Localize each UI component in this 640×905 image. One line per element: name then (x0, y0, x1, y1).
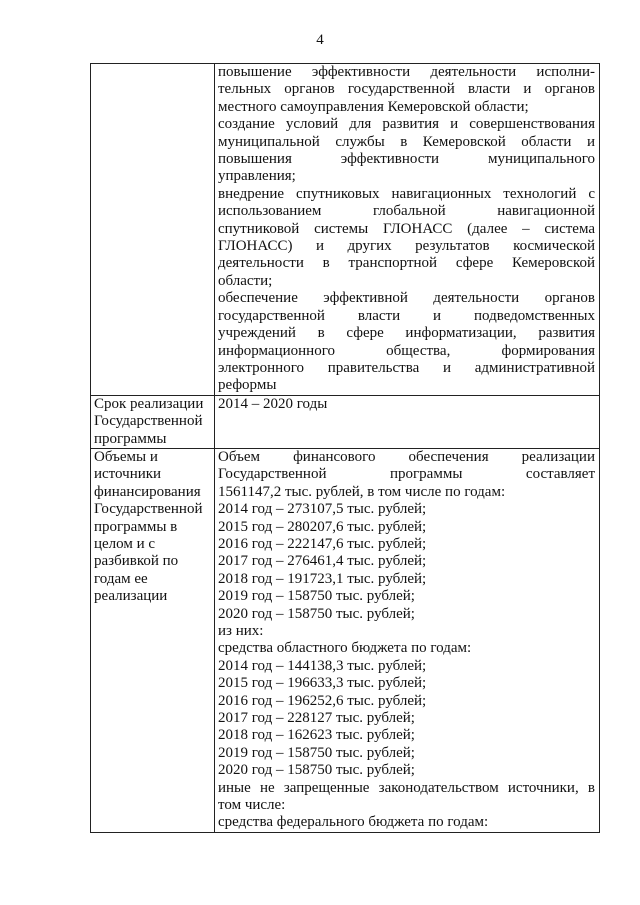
goals-line: обеспечение эффективной деятельности органов (218, 290, 595, 307)
goals-line: создание условий для развития и совершенствования (218, 116, 595, 133)
financing-line: 2015 год – 196633,3 тыс. рублей; (218, 675, 427, 692)
financing-line: средства федерального бюджета по годам: (218, 814, 489, 831)
financing-label-line: годам ее (94, 570, 148, 587)
financing-line: 2020 год – 158750 тыс. рублей; (218, 605, 415, 622)
goals-line: электронного правительства и административной (218, 359, 595, 376)
financing-line: 2014 год – 144138,3 тыс. рублей; (218, 657, 427, 674)
term-label-line: Государственной (94, 413, 203, 430)
financing-label-line: Государственной (94, 501, 203, 518)
goals-line: информационного общества, формирования (218, 342, 595, 359)
financing-line: Государственной программы составляет (218, 466, 595, 483)
financing-line: 2016 год – 222147,6 тыс. рублей; (218, 535, 427, 552)
term-label-cell (91, 395, 215, 448)
financing-label-line: финансирования (94, 483, 201, 500)
term-label-line: Срок реализации (94, 395, 204, 412)
financing-line: 2016 год – 196252,6 тыс. рублей; (218, 692, 427, 709)
financing-line: 2018 год – 162623 тыс. рублей; (218, 727, 415, 744)
financing-label-line: разбивкой по (94, 553, 179, 570)
financing-line: 2019 год – 158750 тыс. рублей; (218, 588, 415, 605)
goals-line: муниципальной службы в Кемеровской области и (218, 133, 595, 150)
financing-line: Объем финансового обеспечения реализации (218, 448, 595, 465)
table-row-financing (91, 448, 600, 832)
goals-line: учреждений в сфере информатизации, развития (218, 325, 595, 342)
goals-text-cell (215, 64, 600, 396)
goals-line: спутниковой системы ГЛОНАСС (далее – система (218, 220, 595, 237)
financing-line: том числе: (218, 797, 286, 814)
goals-line: повышение эффективности деятельности исполни- (218, 64, 595, 80)
goals-label-cell (91, 64, 215, 396)
goals-line: области; (218, 272, 273, 289)
goals-line: деятельности в транспортной сфере Кемеровской (218, 255, 595, 272)
financing-line: 2014 год – 273107,5 тыс. рублей; (218, 501, 427, 518)
financing-label-line: Объемы и (94, 448, 158, 465)
page-number: 4 (316, 32, 324, 48)
table-row-term (91, 395, 600, 448)
financing-line: 1561147,2 тыс. рублей, в том числе по годам: (218, 483, 506, 500)
financing-text-cell (215, 448, 600, 832)
financing-label-cell (91, 448, 215, 832)
goals-line: управления; (218, 168, 296, 185)
goals-line: повышения эффективности муниципального (218, 151, 595, 168)
financing-label-line: программы в (94, 518, 178, 535)
goals-line: тельных органов государственной власти и органов (218, 81, 595, 98)
financing-line: 2017 год – 276461,4 тыс. рублей; (218, 553, 427, 570)
financing-line: из них: (218, 623, 264, 639)
financing-line: средства областного бюджета по годам: (218, 640, 472, 657)
goals-line: государственной власти и подведомственных (218, 307, 595, 324)
financing-line: иные не запрещенные законодательством источники, в (218, 779, 595, 796)
financing-label-line: источники (94, 466, 162, 483)
passport-table (90, 63, 600, 833)
financing-line: 2018 год – 191723,1 тыс. рублей; (218, 570, 427, 587)
term-value-cell (215, 395, 600, 448)
goals-line: местного самоуправления Кемеровской области; (218, 98, 529, 115)
table-row-goals (91, 64, 600, 396)
financing-label-line: целом и с (94, 535, 156, 552)
term-value: 2014 – 2020 годы (218, 395, 328, 412)
goals-line: внедрение спутниковых навигационных технологий с (218, 185, 595, 202)
financing-line: 2019 год – 158750 тыс. рублей; (218, 744, 415, 761)
goals-line: ГЛОНАСС) и других результатов космической (218, 238, 595, 255)
financing-line: 2015 год – 280207,6 тыс. рублей; (218, 518, 427, 535)
financing-label-line: реализации (94, 588, 168, 605)
goals-line: использованием глобальной навигационной (218, 203, 595, 220)
term-label-line: программы (94, 430, 167, 447)
goals-line: реформы (218, 377, 277, 394)
financing-line: 2020 год – 158750 тыс. рублей; (218, 762, 415, 779)
financing-line: 2017 год – 228127 тыс. рублей; (218, 710, 415, 727)
